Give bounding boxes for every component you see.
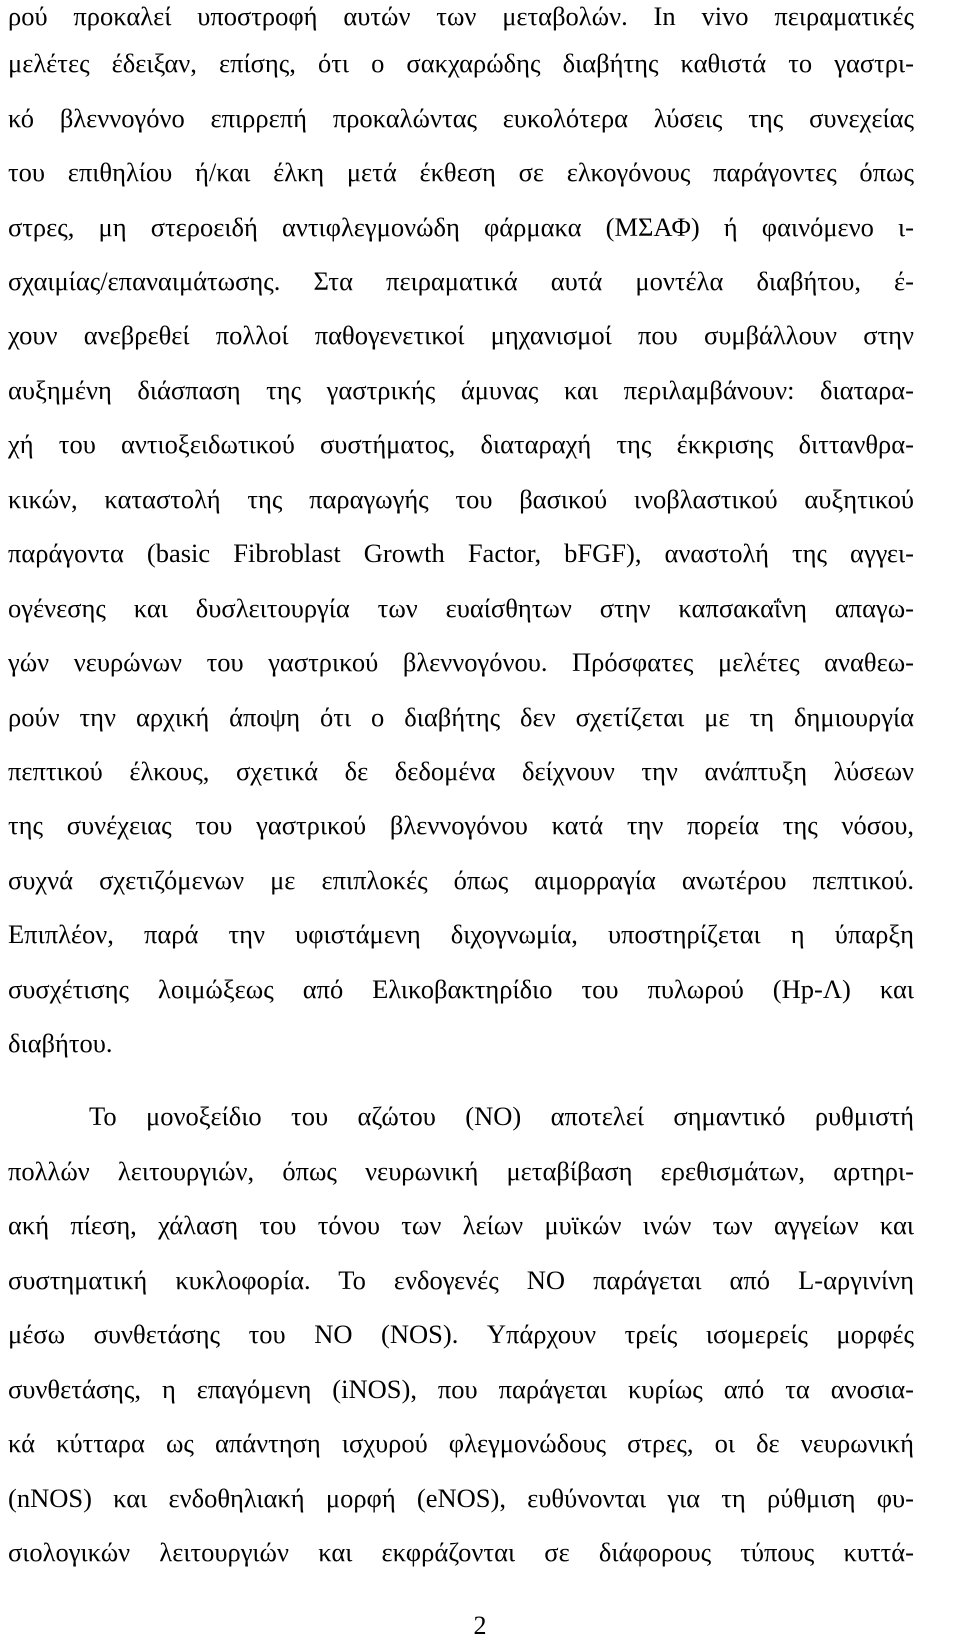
text-line: συστηματική κυκλοφορία. Το ενδογενές NO παράγεται από L-αργινίνη <box>8 1265 914 1295</box>
text-line: Το μονοξείδιο του αζώτου (NO) αποτελεί σημαντικό ρυθμιστή <box>89 1101 914 1131</box>
text-line: (nNOS) και ενδοθηλιακή μορφή (eNOS), ευθύνονται για τη ρύθμιση φυ- <box>8 1483 914 1513</box>
text-line: ακή πίεση, χάλαση του τόνου των λείων μυϊκών ινών των αγγείων και <box>8 1210 914 1240</box>
text-line: συνθετάσης, η επαγόμενη (iNOS), που παράγεται κυρίως από τα ανοσια- <box>8 1374 914 1404</box>
text-line: σχαιμίας/επαναιμάτωσης. Στα πειραματικά αυτά μοντέλα διαβήτου, έ- <box>8 266 914 296</box>
text-line: συσχέτισης λοιμώξεως από Ελικοβακτηρίδιο του πυλωρού (Hp-Λ) και <box>8 974 914 1004</box>
text-line: ογένεσης και δυσλειτουργία των ευαίσθητων στην καπσακαΐνη απαγω- <box>8 593 914 623</box>
text-line: ρού προκαλεί υποστροφή αυτών των μεταβολών. In vivo πειραματικές <box>8 1 914 31</box>
text-line: μέσω συνθετάσης του NO (NOS). Υπάρχουν τρείς ισομερείς μορφές <box>8 1319 914 1349</box>
text-line: γών νευρώνων του γαστρικού βλεννογόνου. Πρόσφατες μελέτες αναθεω- <box>8 647 914 677</box>
text-line: συχνά σχετιζόμενων με επιπλοκές όπως αιμορραγία ανωτέρου πεπτικού. <box>8 865 914 895</box>
text-line: χή του αντιοξειδωτικού συστήματος, διαταραχή της έκκρισης διττανθρα- <box>8 429 914 459</box>
text-line: στρες, μη στεροειδή αντιφλεγμονώδη φάρμακα (ΜΣΑΦ) ή φαινόμενο ι- <box>8 212 914 242</box>
text-line: της συνέχειας του γαστρικού βλεννογόνου κατά την πορεία της νόσου, <box>8 810 914 840</box>
text-line: μελέτες έδειξαν, επίσης, ότι ο σακχαρώδης διαβήτης καθιστά το γαστρι- <box>8 48 914 78</box>
text-line: χουν ανεβρεθεί πολλοί παθογενετικοί μηχανισμοί που συμβάλλουν στην <box>8 320 914 350</box>
text-line: ρούν την αρχική άποψη ότι ο διαβήτης δεν σχετίζεται με τη δημιουργία <box>8 702 914 732</box>
text-line: του επιθηλίου ή/και έλκη μετά έκθεση σε ελκογόνους παράγοντες όπως <box>8 157 914 187</box>
text-line: πολλών λειτουργιών, όπως νευρωνική μεταβίβαση ερεθισμάτων, αρτηρι- <box>8 1156 914 1186</box>
text-line: κικών, καταστολή της παραγωγής του βασικού ινοβλαστικού αυξητικού <box>8 484 914 514</box>
text-line: πεπτικού έλκους, σχετικά δε δεδομένα δείχνουν την ανάπτυξη λύσεων <box>8 756 914 786</box>
text-line: διαβήτου. <box>8 1028 113 1058</box>
page-number: 2 <box>473 1611 487 1640</box>
text-line: παράγοντα (basic Fibroblast Growth Factor, bFGF), αναστολή της αγγει- <box>8 538 914 568</box>
text-line: αυξημένη διάσπαση της γαστρικής άμυνας και περιλαμβάνουν: διαταρα- <box>8 375 914 405</box>
text-line: σιολογικών λειτουργιών και εκφράζονται σε διάφορους τύπους κυττά- <box>8 1537 914 1567</box>
text-line: Επιπλέον, παρά την υφιστάμενη διχογνωμία, υποστηρίζεται η ύπαρξη <box>8 919 914 949</box>
text-line: κά κύτταρα ως απάντηση ισχυρού φλεγμονώδους στρες, οι δε νευρωνική <box>8 1428 914 1458</box>
text-line: κό βλεννογόνο επιρρεπή προκαλώντας ευκολότερα λύσεις της συνεχείας <box>8 103 914 133</box>
